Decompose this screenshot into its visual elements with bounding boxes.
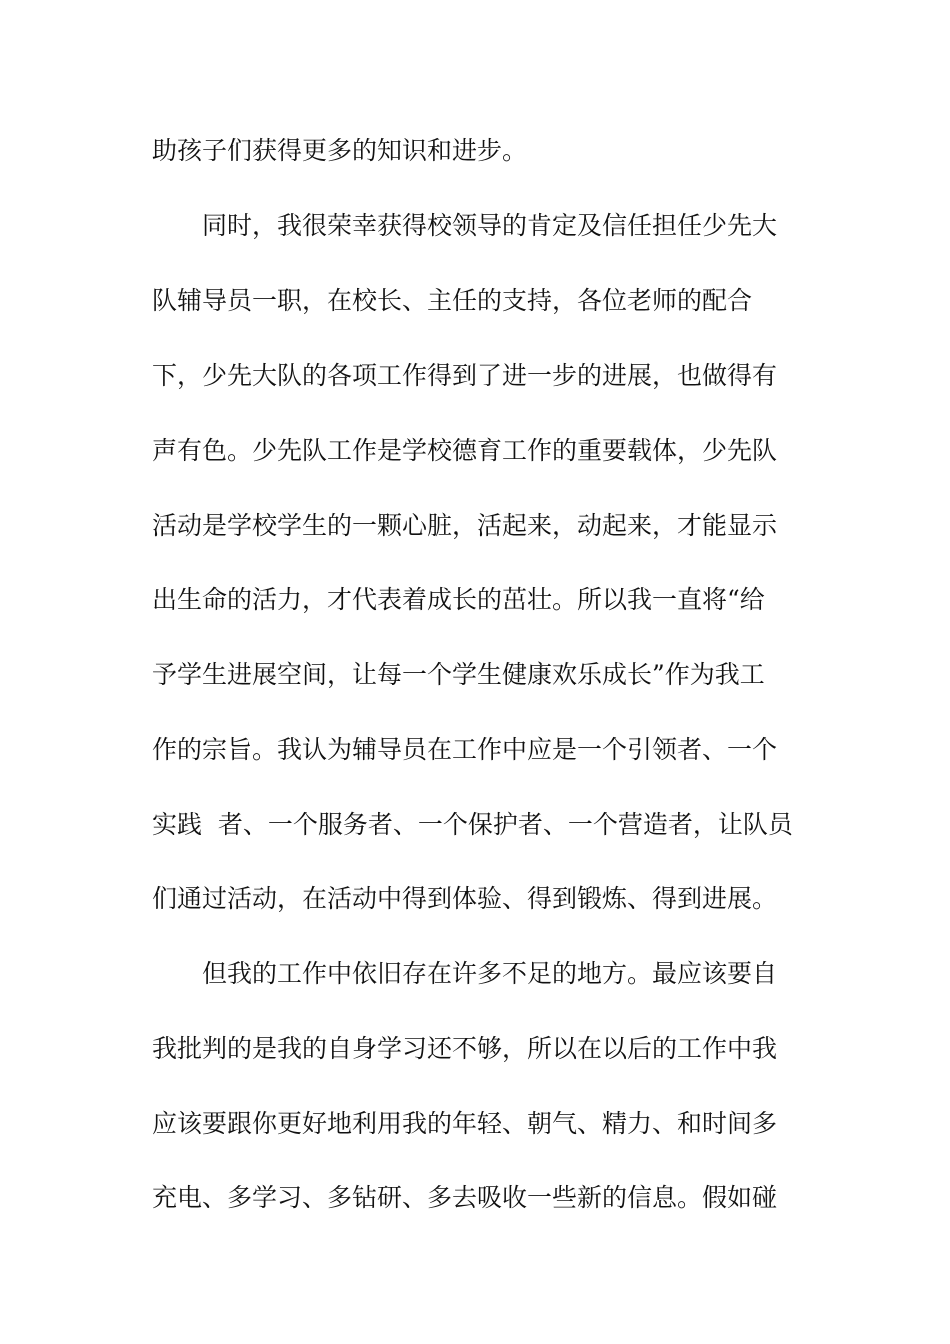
- text-line: 们通过活动，在活动中得到体验、得到锻炼、得到进展。: [152, 884, 778, 913]
- text-line: 实践 者、一个服务者、一个保护者、一个营造者，让队员: [152, 810, 793, 839]
- text-line: 充电、多学习、多钻研、多去吸收一些新的信息。假如碰: [152, 1183, 778, 1212]
- text-line: 活动是学校学生的一颗心脏，活起来，动起来，才能显示: [152, 511, 778, 540]
- text-line: 予学生进展空间，让每一个学生健康欢乐成长”作为我工: [152, 660, 765, 689]
- text-line: 出生命的活力，才代表着成长的茁壮。所以我一直将“给: [152, 585, 765, 614]
- text-line: 队辅导员一职，在校长、主任的支持，各位老师的配合: [152, 286, 753, 315]
- paragraph-first-line: 但我的工作中依旧存在许多不足的地方。最应该要自: [202, 959, 778, 988]
- paragraph-first-line: 同时，我很荣幸获得校领导的肯定及信任担任少先大: [202, 211, 778, 240]
- text-line: 我批判的是我的自身学习还不够，所以在以后的工作中我: [152, 1034, 778, 1063]
- text-line: 声有色。少先队工作是学校德育工作的重要载体，少先队: [152, 436, 778, 465]
- text-line: 助孩子们获得更多的知识和进步。: [152, 136, 528, 165]
- text-line: 作的宗旨。我认为辅导员在工作中应是一个引领者、一个: [152, 735, 778, 764]
- text-line: 应该要跟你更好地利用我的年轻、朝气、精力、和时间多: [152, 1109, 778, 1138]
- text-line: 下，少先大队的各项工作得到了进一步的进展，也做得有: [152, 361, 778, 390]
